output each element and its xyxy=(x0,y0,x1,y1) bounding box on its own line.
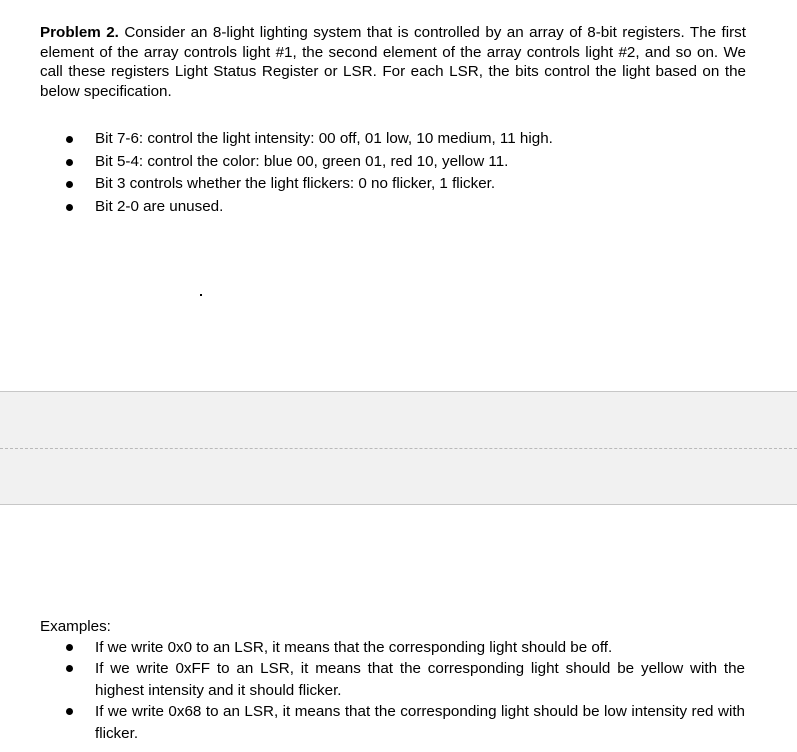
page-break-divider xyxy=(0,448,797,449)
spec-item-text: Bit 7-6: control the light intensity: 00 off, 01 low, 10 medium, 11 high. xyxy=(95,130,553,147)
example-item-text: If we write 0x68 to an LSR, it means that the corresponding light should be low intensity red with flicker. xyxy=(95,703,745,742)
example-item-text: If we write 0x0 to an LSR, it means that the corresponding light should be off. xyxy=(95,639,613,656)
bullet-icon xyxy=(66,136,73,143)
bullet-icon xyxy=(66,708,73,715)
spec-item-color xyxy=(66,151,756,174)
examples-heading: Examples: xyxy=(40,618,111,635)
bullet-icon xyxy=(66,665,73,672)
bullet-icon xyxy=(66,159,73,166)
example-item-low-red xyxy=(66,701,745,744)
spec-item-flicker xyxy=(66,173,756,196)
example-item-off xyxy=(66,637,745,658)
spec-item-text: Bit 3 controls whether the light flickers: 0 no flicker, 1 flicker. xyxy=(95,175,496,193)
page-break-band xyxy=(0,391,797,505)
examples-list xyxy=(66,637,756,744)
spec-item-unused xyxy=(66,196,756,219)
bullet-icon xyxy=(66,644,73,651)
problem-statement xyxy=(40,23,746,101)
specification-list xyxy=(66,128,756,218)
example-item-full xyxy=(66,658,745,701)
stray-mark xyxy=(200,294,202,296)
problem-title: Problem 2. xyxy=(40,24,119,41)
spec-item-text: Bit 5-4: control the color: blue 00, green 01, red 10, yellow 11. xyxy=(95,152,509,170)
bullet-icon xyxy=(66,204,73,211)
example-item-text: If we write 0xFF to an LSR, it means that the corresponding light should be yellow with the highest intensity and it should flicker. xyxy=(95,660,745,699)
spec-item-text: Bit 2-0 are unused. xyxy=(95,197,224,215)
problem-body: Consider an 8-light lighting system that is controlled by an array of 8-bit registers. The first element of the array controls light #1, the second element of the array controls light #2, and so on. We call these registers Light Status Register or LSR. For each LSR, the bits control the light based on the below specification. xyxy=(40,24,746,100)
spec-item-intensity xyxy=(66,128,756,151)
bullet-icon xyxy=(66,181,73,188)
